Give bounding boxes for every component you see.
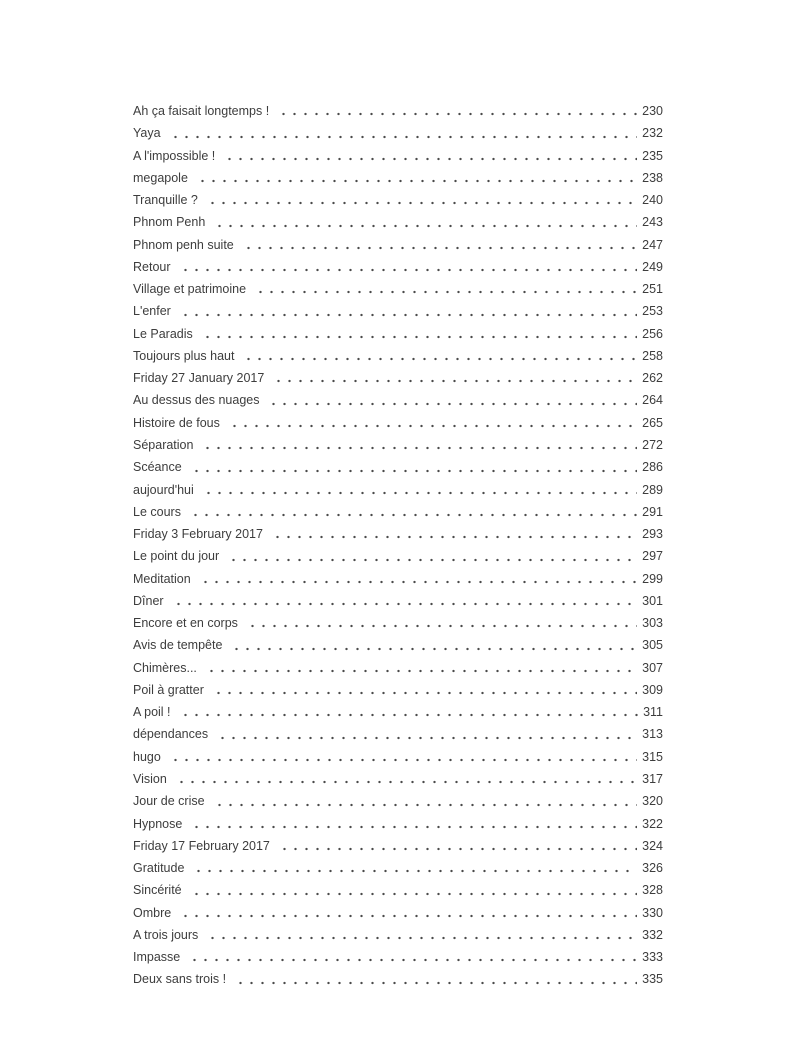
toc-entry-page: 328: [642, 883, 663, 898]
toc-entry: [133, 657, 663, 679]
toc-leader-dots: [245, 612, 637, 634]
toc-entry: [133, 456, 663, 478]
toc-entry-page: 262: [642, 371, 663, 386]
toc-entry-page: 293: [642, 527, 663, 542]
toc-entry-page: 311: [643, 705, 663, 720]
toc-leader-dots: [168, 746, 637, 768]
toc-entry-title: Impasse: [133, 950, 181, 965]
toc-entry-page: 330: [642, 905, 663, 920]
toc-leader-dots: [241, 345, 637, 367]
toc-leader-dots: [200, 434, 637, 456]
toc-leader-dots: [187, 946, 637, 968]
toc-leader-dots: [211, 679, 637, 701]
toc-entry: [133, 879, 663, 901]
toc-entry-title: A poil !: [133, 705, 171, 720]
toc-entry: [133, 746, 663, 768]
toc-entry: [133, 723, 663, 745]
toc-entry-page: 235: [642, 148, 663, 163]
toc-entry-page: 322: [642, 816, 663, 831]
toc-entry: [133, 612, 663, 634]
toc-entry-title: Dîner: [133, 593, 164, 608]
toc-entry-page: 303: [642, 616, 663, 631]
toc-entry-page: 305: [642, 638, 663, 653]
toc-leader-dots: [215, 723, 637, 745]
toc-leader-dots: [168, 122, 638, 144]
toc-entry-page: 324: [642, 838, 663, 853]
toc-entry-page: 230: [642, 104, 663, 118]
toc-entry-title: Tranquille ?: [133, 193, 198, 208]
toc-entry-title: Le cours: [133, 504, 181, 519]
toc-entry-title: Ombre: [133, 905, 172, 920]
toc-entry: [133, 946, 663, 968]
toc-leader-dots: [189, 813, 637, 835]
toc-entry-page: 238: [642, 170, 663, 185]
toc-leader-dots: [171, 590, 638, 612]
toc-entry-page: 240: [642, 193, 663, 208]
toc-leader-dots: [229, 634, 637, 656]
toc-leader-dots: [276, 100, 637, 122]
toc-entry: [133, 902, 663, 924]
toc-entry-page: 297: [642, 549, 663, 564]
toc-entry-page: 243: [642, 215, 663, 230]
toc-entry-title: aujourd'hui: [133, 482, 194, 497]
toc-entry-title: Ah ça faisait longtemps !: [133, 104, 270, 118]
toc-entry-title: A trois jours: [133, 927, 199, 942]
toc-entry-title: Chimères...: [133, 660, 197, 675]
toc-leader-dots: [271, 367, 637, 389]
toc-entry: [133, 590, 663, 612]
toc-leader-dots: [178, 256, 638, 278]
toc-entry-page: 251: [642, 282, 663, 297]
toc-leader-dots: [195, 167, 637, 189]
toc-entry-page: 256: [642, 326, 663, 341]
toc-entry-title: Jour de crise: [133, 794, 205, 809]
toc-entry-title: megapole: [133, 170, 188, 185]
toc-entry: [133, 523, 663, 545]
toc-leader-dots: [205, 189, 637, 211]
toc-leader-dots: [198, 568, 637, 590]
toc-entry-page: 309: [642, 682, 663, 697]
toc-entry-page: 258: [642, 348, 663, 363]
toc-leader-dots: [226, 545, 637, 567]
toc-entry: [133, 145, 663, 167]
toc-leader-dots: [204, 657, 637, 679]
toc-entry: [133, 100, 663, 122]
toc-leader-dots: [253, 278, 637, 300]
toc-leader-dots: [241, 234, 637, 256]
toc-entry: [133, 968, 663, 990]
toc-entry: [133, 501, 663, 523]
toc-entry-title: Friday 17 February 2017: [133, 838, 270, 853]
toc-entry: [133, 768, 663, 790]
toc-entry-page: 289: [642, 482, 663, 497]
toc-entry-title: Scéance: [133, 460, 182, 475]
toc-entry: [133, 211, 663, 233]
toc-entry-title: Friday 27 January 2017: [133, 371, 265, 386]
toc-leader-dots: [174, 768, 637, 790]
toc-entry-title: Phnom Penh: [133, 215, 206, 230]
toc-entry-title: A l'impossible !: [133, 148, 216, 163]
toc-entry: [133, 367, 663, 389]
toc-entry: [133, 412, 663, 434]
toc-entry: [133, 545, 663, 567]
toc-entry-page: 315: [642, 749, 663, 764]
toc-entry-page: 332: [642, 927, 663, 942]
toc-entry: [133, 389, 663, 411]
toc-leader-dots: [227, 412, 637, 434]
toc-entry-page: 286: [642, 460, 663, 475]
toc-leader-dots: [178, 300, 637, 322]
toc-entry: [133, 234, 663, 256]
toc-entry-title: Histoire de fous: [133, 415, 220, 430]
toc-entry-title: Sincérité: [133, 883, 182, 898]
toc-entry-title: Poil à gratter: [133, 682, 204, 697]
toc-entry-page: 313: [642, 727, 663, 742]
toc-entry-page: 264: [642, 393, 663, 408]
toc-leader-dots: [212, 790, 638, 812]
toc-leader-dots: [188, 501, 637, 523]
toc-entry-title: Au dessus des nuages: [133, 393, 260, 408]
toc-leader-dots: [178, 902, 637, 924]
toc-entry: [133, 434, 663, 456]
toc-entry: [133, 479, 663, 501]
toc-leader-dots: [178, 701, 639, 723]
toc-leader-dots: [270, 523, 637, 545]
toc-entry-title: Le Paradis: [133, 326, 193, 341]
toc-entry-title: hugo: [133, 749, 161, 764]
toc-entry: [133, 701, 663, 723]
toc-entry: [133, 924, 663, 946]
toc-leader-dots: [266, 389, 637, 411]
toc-entry: [133, 790, 663, 812]
toc-entry: [133, 835, 663, 857]
toc-entry-title: L'enfer: [133, 304, 171, 319]
toc-leader-dots: [233, 968, 637, 990]
toc-entry: [133, 323, 663, 345]
toc-entry-title: Yaya: [133, 126, 161, 141]
toc-entry-title: Séparation: [133, 437, 194, 452]
toc-leader-dots: [277, 835, 637, 857]
toc-leader-dots: [189, 456, 637, 478]
toc-list: [133, 100, 663, 991]
toc-leader-dots: [189, 879, 638, 901]
toc-entry-page: 333: [642, 950, 663, 965]
toc-entry: [133, 278, 663, 300]
toc-entry-title: Hypnose: [133, 816, 183, 831]
toc-entry-title: Toujours plus haut: [133, 348, 235, 363]
toc-entry-page: 232: [642, 126, 663, 141]
toc-entry-page: 272: [642, 437, 663, 452]
toc-entry-page: 299: [642, 571, 663, 586]
toc-entry-page: 249: [642, 259, 663, 274]
toc-leader-dots: [205, 924, 637, 946]
toc-entry: [133, 300, 663, 322]
toc-entry-title: Meditation: [133, 571, 191, 586]
toc-entry: [133, 857, 663, 879]
toc-entry-title: Phnom penh suite: [133, 237, 234, 252]
toc-leader-dots: [212, 211, 637, 233]
toc-entry-page: 307: [642, 660, 663, 675]
toc-entry: [133, 568, 663, 590]
toc-entry-page: 291: [642, 504, 663, 519]
toc-entry-page: 301: [642, 593, 663, 608]
toc-entry-title: Gratitude: [133, 861, 185, 876]
toc-leader-dots: [222, 145, 637, 167]
toc-entry-title: dépendances: [133, 727, 209, 742]
toc-entry-title: Retour: [133, 259, 171, 274]
toc-entry-page: 253: [642, 304, 663, 319]
toc-entry: [133, 679, 663, 701]
toc-entry-page: 265: [642, 415, 663, 430]
toc-entry-title: Friday 3 February 2017: [133, 527, 263, 542]
toc-entry-title: Avis de tempête: [133, 638, 223, 653]
toc-entry: [133, 122, 663, 144]
toc-entry-title: Encore et en corps: [133, 616, 238, 631]
toc-entry-title: Village et patrimoine: [133, 282, 247, 297]
toc-entry-title: Le point du jour: [133, 549, 220, 564]
toc-entry: [133, 167, 663, 189]
toc-entry-page: 326: [642, 861, 663, 876]
toc-entry: [133, 345, 663, 367]
toc-entry: [133, 189, 663, 211]
toc-entry: [133, 256, 663, 278]
toc-entry-title: Vision: [133, 771, 167, 786]
toc-entry-page: 335: [642, 972, 663, 987]
toc-entry-title: Deux sans trois !: [133, 972, 227, 987]
toc-leader-dots: [200, 323, 637, 345]
toc-leader-dots: [201, 479, 637, 501]
toc-leader-dots: [191, 857, 637, 879]
toc-entry-page: 247: [642, 237, 663, 252]
toc-entry-page: 317: [642, 771, 663, 786]
toc-entry: [133, 813, 663, 835]
toc-entry: [133, 634, 663, 656]
toc-entry-page: 320: [642, 794, 663, 809]
